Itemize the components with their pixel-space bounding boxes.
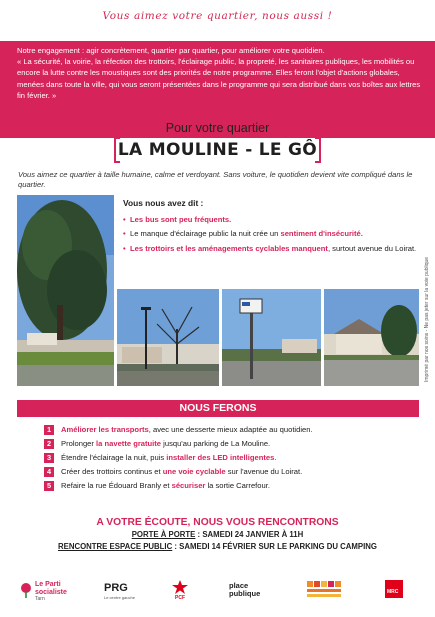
- action-text: la sortie Carrefour.: [205, 481, 270, 490]
- prg-logo-subtext: Le centre gauche: [104, 595, 135, 600]
- meeting-public-space: [0, 542, 435, 551]
- coalition-mark-icon: [307, 581, 341, 601]
- feedback-list: [123, 215, 419, 255]
- pcf-logo-text: PCF: [175, 595, 185, 601]
- action-highlight: une voie cyclable: [162, 467, 226, 477]
- list-item: [123, 215, 419, 226]
- meeting-label: RENCONTRE ESPACE PUBLIC: [58, 542, 173, 551]
- list-item: [44, 423, 404, 437]
- page-title: LA MOULINE - LE GÔ: [117, 140, 318, 160]
- star-icon: [171, 579, 189, 595]
- feedback-highlight: sentiment d'insécurité.: [280, 229, 363, 239]
- action-highlight: installer des LED intelligentes: [166, 453, 275, 463]
- mrc-logo: [385, 576, 407, 606]
- title-frame: [114, 137, 321, 163]
- feedback-title: Vous nous avez dit :: [123, 198, 204, 208]
- meeting-text: : SAMEDI 24 JANVIER À 11H: [195, 530, 304, 539]
- subtitle: Pour votre quartier: [165, 121, 270, 135]
- photo-tree-park: [17, 195, 114, 386]
- number-badge: 3: [44, 453, 54, 463]
- action-text: Créer des trottoirs continus et: [61, 467, 163, 477]
- prg-logo-text: PRG: [104, 582, 128, 594]
- action-text: sur l'avenue du Loirat.: [225, 467, 303, 477]
- tagline: Vous aimez votre quartier, nous aussi !: [102, 10, 333, 22]
- left-bracket-decoration: [114, 137, 120, 163]
- banner-line-1: Notre engagement : agir concrètement, quartier par quartier, pour améliorer votre quotidien.: [17, 46, 325, 55]
- place-publique-logo-text: place: [229, 581, 249, 590]
- right-bracket-decoration: [315, 137, 321, 163]
- list-item: [44, 451, 404, 465]
- place-publique-logo: [229, 576, 279, 606]
- coalition-logo: [307, 576, 347, 606]
- meeting-door-to-door: [0, 530, 435, 539]
- action-highlight: sécuriser: [171, 481, 206, 490]
- section-heading-ferons: NOUS FERONS: [17, 400, 419, 417]
- ps-logo: [19, 576, 79, 606]
- place-publique-logo-text: publique: [229, 589, 261, 598]
- actions-list: [44, 423, 404, 492]
- action-text: jusqu'au parking de La Mouline.: [161, 439, 271, 449]
- pcf-logo: [169, 576, 197, 606]
- list-item: [123, 229, 419, 240]
- ps-logo-subtext: Tarn: [35, 596, 45, 602]
- action-text: Refaire la rue Édouard Branly et: [61, 481, 172, 490]
- ps-logo-text: Le Parti: [35, 581, 61, 588]
- photo-bus-stop: [222, 289, 321, 386]
- feedback-highlight: Les bus sont peu fréquents.: [130, 214, 232, 224]
- feedback-section: [123, 198, 419, 258]
- action-highlight: Améliorer les transports: [61, 425, 149, 435]
- action-highlight: la navette gratuite: [96, 439, 162, 449]
- list-item: [44, 437, 404, 451]
- meeting-text: : SAMEDI 14 FÉVRIER SUR LE PARKING DU CAMPING: [172, 542, 377, 551]
- photo-street-tree: [117, 289, 219, 386]
- feedback-text: , surtout avenue du Loirat.: [327, 243, 417, 253]
- photo-houses-road: [324, 289, 419, 386]
- mrc-logo-text: MRC: [387, 589, 399, 595]
- feedback-text: Le manque d'éclairage public la nuit crée un: [130, 229, 281, 239]
- number-badge: 1: [44, 425, 54, 435]
- print-notice: Imprimé par nos soins - Ne pas jeter sur la voie publique: [424, 256, 430, 382]
- meeting-label: PORTE À PORTE: [131, 530, 196, 539]
- number-badge: 2: [44, 439, 54, 449]
- action-text: Étendre l'éclairage la nuit, puis: [61, 453, 167, 463]
- list-item: [44, 465, 404, 479]
- banner-line-2: « La sécurité, la voirie, la réfection des trottoirs, l'éclairage public, la propreté, les sanitaires publiques, les mobilités ou encore la lutte contre les moustiques sont des priorités de notre programme. Elles feront l'objet d'actions globales, menées dans toute la ville, qui vous seront présentées dans le programme qui sera distribué dans vos boîtes aux lettres fin février. »: [17, 57, 421, 100]
- prg-logo: [104, 576, 149, 606]
- feedback-highlight: Les trottoirs et les aménagements cyclables manquent: [130, 243, 328, 253]
- action-text: .: [274, 453, 277, 463]
- meeting-heading: A VOTRE ÉCOUTE, NOUS VOUS RENCONTRONS: [96, 517, 339, 528]
- rose-icon: [19, 582, 33, 598]
- partner-logos: [17, 576, 412, 606]
- list-item: [123, 244, 419, 255]
- number-badge: 4: [44, 467, 54, 477]
- intro-text: Vous aimez ce quartier à taille humaine, calme et verdoyant. Sans voiture, le quotidien devient vite compliqué dans le quartier.: [18, 170, 413, 190]
- action-text: , avec une desserte mieux adaptée au quotidien.: [148, 425, 313, 435]
- number-badge: 5: [44, 481, 54, 491]
- ps-logo-text: socialiste: [35, 588, 67, 596]
- action-text: Prolonger: [61, 439, 97, 449]
- list-item: [44, 479, 404, 493]
